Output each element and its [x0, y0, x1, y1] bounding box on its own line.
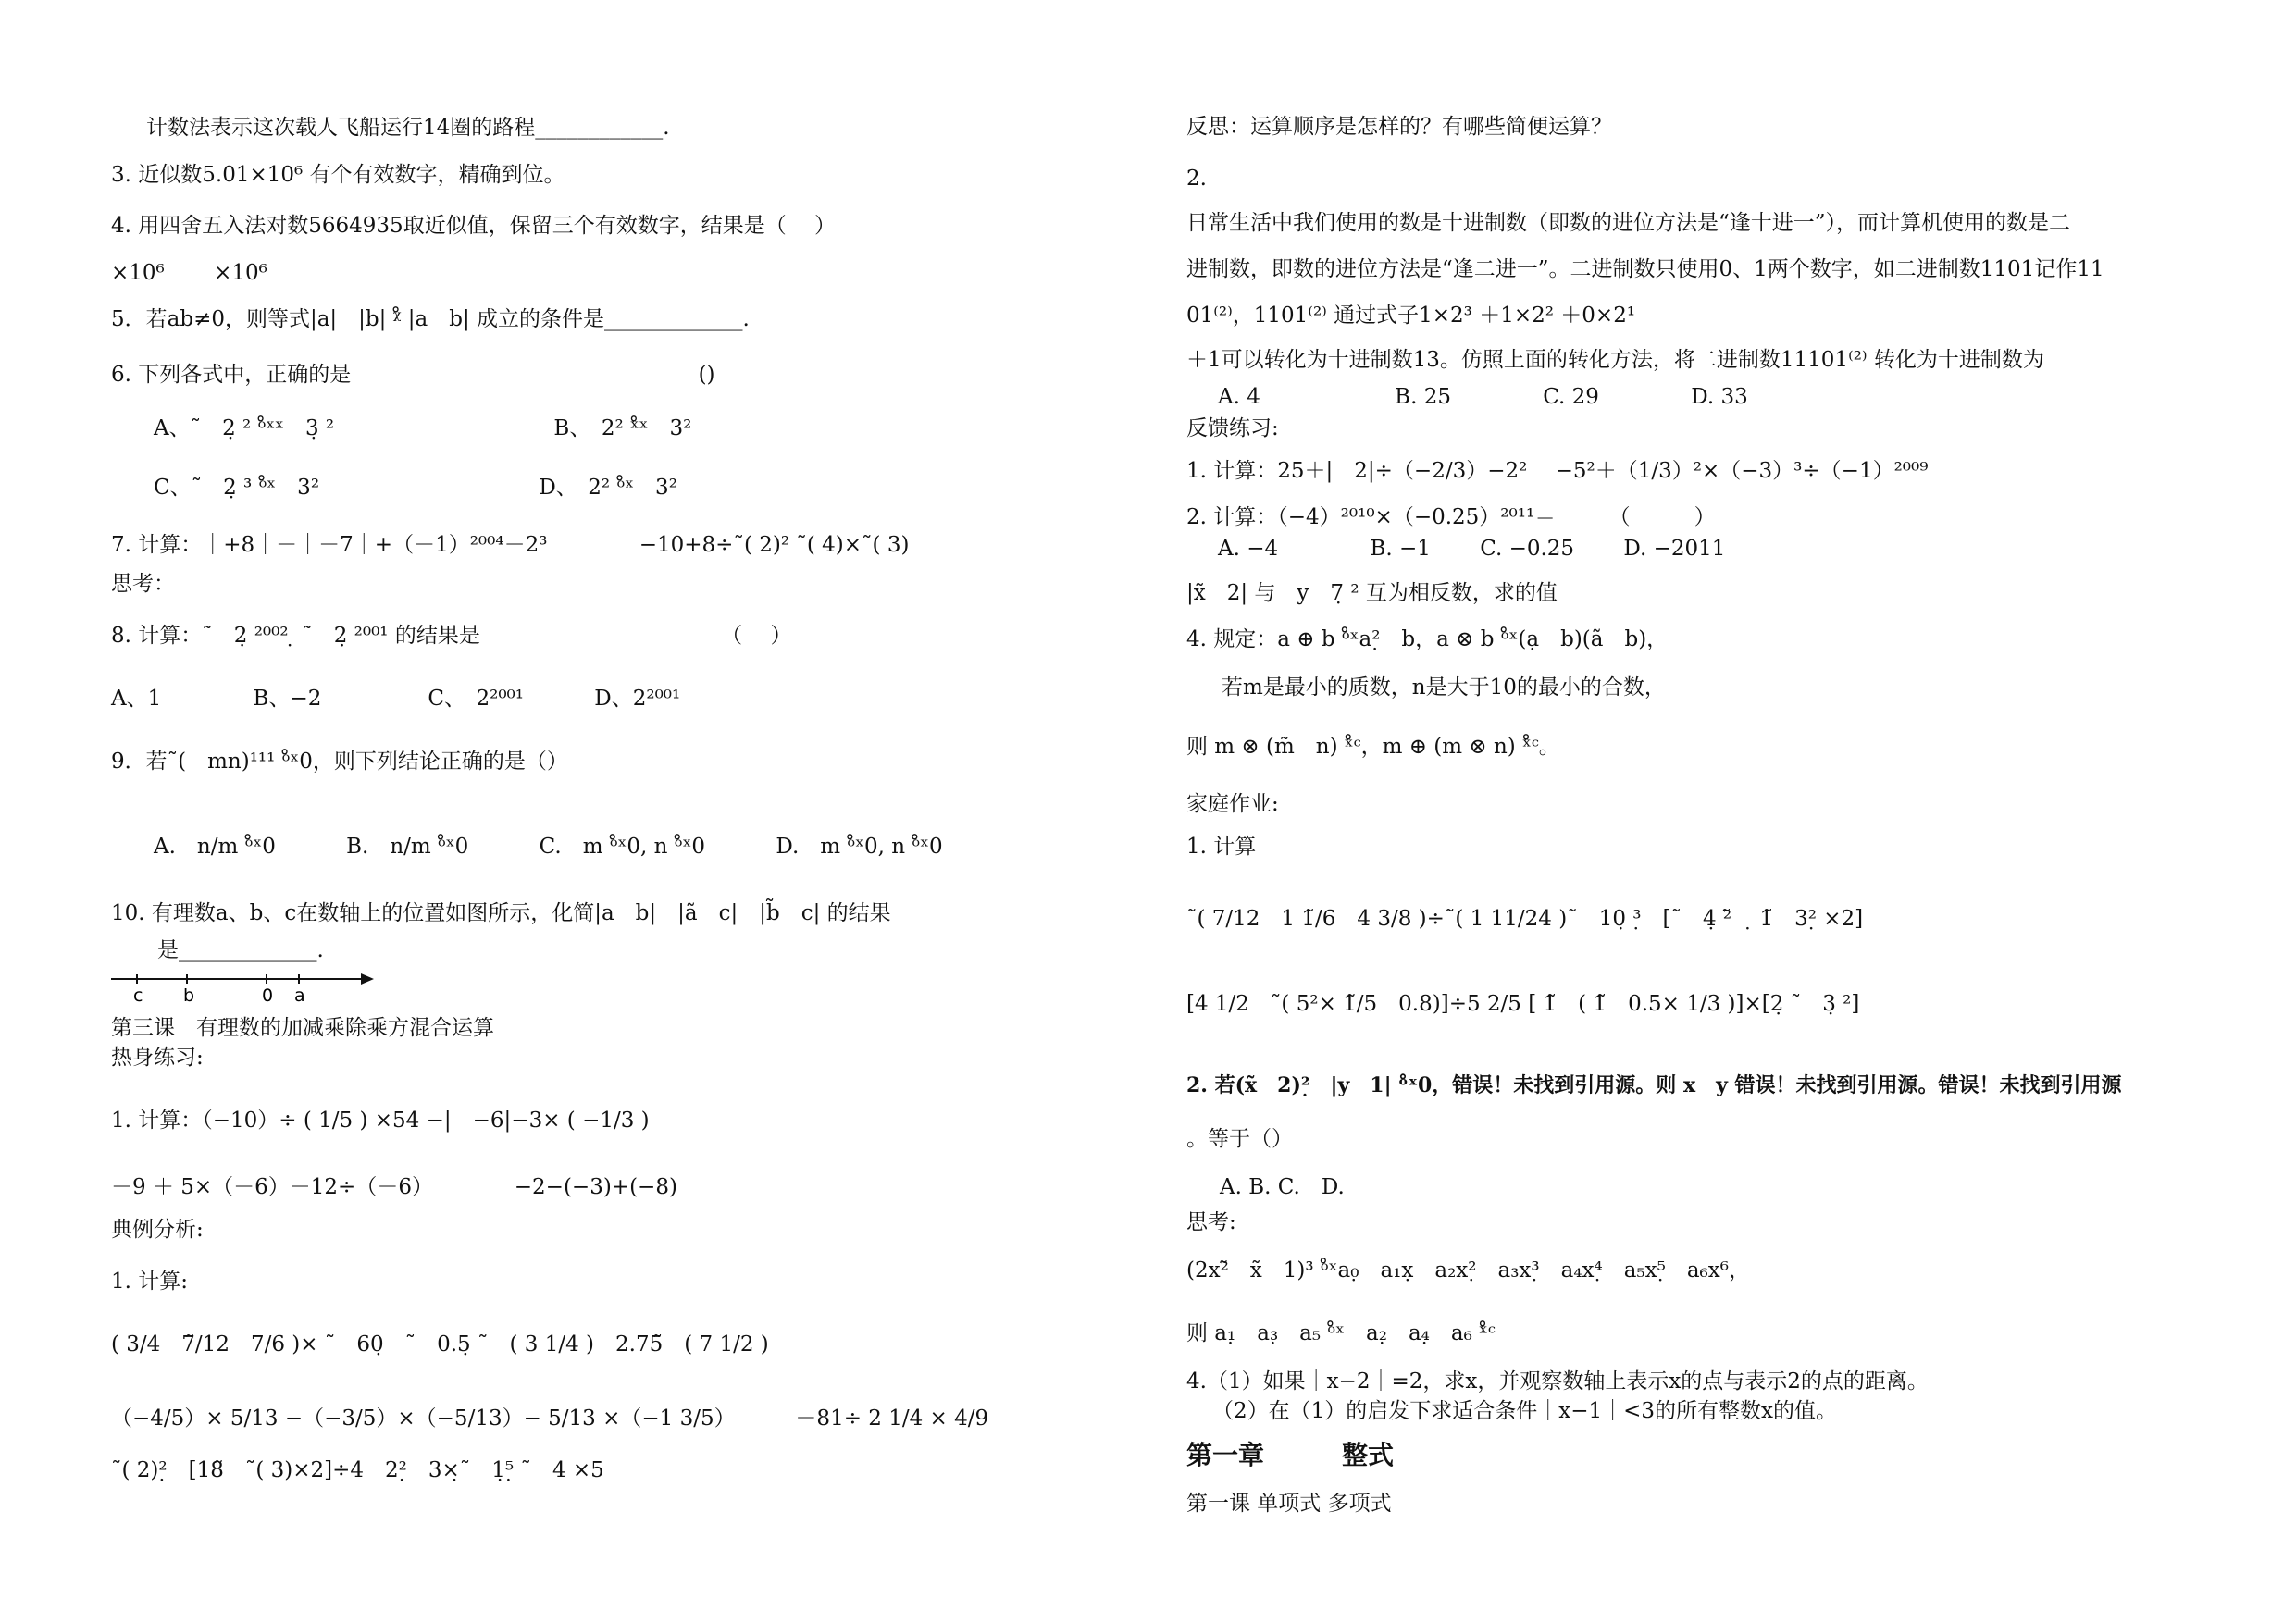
text-line: A. n/m ᵒ̊ˣ0 B. n/m ᵒ̊ˣ0 C. m ᵒ̊ˣ0, n ᵒ̊ˣ0 D. m ᵒ̊ˣ0, n ᵒ̊ˣ0 [154, 835, 943, 859]
text-line: 6. 下列各式中，正确的是 () [111, 363, 715, 387]
text-line: －9 ＋ 5×（－6）－12÷（－6） −2−(−3)+(−8) [111, 1175, 677, 1199]
text-line: 2. 计算：（−4）²⁰¹⁰×（−0.25）²⁰¹¹＝ （ ） [1186, 505, 1716, 529]
text-line: 计数法表示这次载人飞船运行14圈的路程____________. [146, 116, 670, 140]
text-line: 思考: [1186, 1210, 1236, 1234]
text-line: 7. 计算：｜+8｜－｜－7｜+（－1）²⁰⁰⁴－2³ −10+8÷˜( 2)² ˜( 4)×˜( 3) [111, 533, 910, 557]
number-line-label-b: b [183, 985, 195, 1003]
text-line: 1. 计算：（−10）÷ ( 1/5 ) ×54 −| −6|−3× ( −1/3 ) [111, 1109, 650, 1133]
section-heading: 典例分析: [111, 1218, 204, 1242]
text-line: 2. [1186, 167, 1207, 191]
text-line: 9．若˜( mn)¹¹¹ ᵒ̊ˣ0，则下列结论正确的是（） [111, 750, 568, 774]
number-line [109, 966, 378, 1003]
text-line: 日常生活中我们使用的数是十进制数（即数的进位方法是“逢十进一”），而计算机使用的数是二 [1186, 211, 2071, 235]
text-line: 反思：运算顺序是怎样的？有哪些简便运算？ [1186, 115, 1612, 139]
text-line: 则 m ⊗ (m̃ n) ˣ̊ᶜ，m ⊕ (m ⊗ n) ˣ̊ᶜ。 [1186, 735, 1560, 759]
text-line: 4. 规定：a ⊕ b ᵒ̊ˣa²̣ b，a ⊗ b ᵒ̊ˣ(ạ b)(ã b)， [1186, 627, 1669, 651]
text-line: 1. 计算：25＋| 2|÷（−2/3）−2² −5²＋（1/3）²×（−3）³÷（−1）²⁰⁰⁹ [1186, 459, 1929, 483]
number-line-label-c: c [133, 985, 143, 1003]
text-line: 1. 计算 [1186, 835, 1257, 859]
text-line: A. −4 B. −1 C. −0.25 D. −2011 [1218, 537, 1726, 561]
text-line: ×10⁶ ×10⁶ [111, 261, 267, 285]
text-line: C、˜ 2̣ ³ ᵒ̊ˣ 3² D、 2² ᵒ̊ˣ 3² [154, 476, 677, 500]
text-line: A. B. C. D. [1220, 1175, 1345, 1199]
text-line: |x̃ 2| 与 y 7̣ ² 互为相反数，求的值 [1186, 581, 1558, 605]
lesson-title: 第三课 有理数的加减乘除乘方混合运算 [111, 1016, 494, 1040]
text-line: ˜( 7/12 1 1̃/6 4 3/8 )÷˜( 1 11/24 )˜ 10̣ ³̣ [˜ 4̣ ²̃ ̣ 1̃ 3²̣ ×2] [1186, 907, 1864, 931]
text-line: ＋1可以转化为十进制数13。仿照上面的转化方法，将二进制数11101⁽²⁾ 转化为十进制数为 [1186, 348, 2044, 372]
text-line: A、˜ 2̣ ² ᵒ̊ˣˣ 3̣ ² B、 2² ˣ̊ˣ 3² [154, 416, 692, 440]
text-line: 是_____________. [157, 938, 324, 962]
section-heading: 热身练习: [111, 1046, 204, 1070]
text-line: A. 4 B. 25 C. 29 D. 33 [1218, 385, 1748, 409]
text-line: 1. 计算: [111, 1270, 189, 1294]
text-line: 若m是最小的质数，n是大于10的最小的合数， [1222, 675, 1666, 700]
section-heading: 家庭作业: [1186, 792, 1279, 816]
text-line: ˜( 2)²̣ [18̃ ˜( 3)×2]÷4 2²̣ 3×̣˜ 1̣⁵̣ ˜ 4 ×5 [111, 1458, 604, 1482]
text-line: 01⁽²⁾，1101⁽²⁾ 通过式子1×2³ ＋1×2² ＋0×2¹ [1186, 304, 1636, 328]
text-line: A、1 B、−2 C、 2²⁰⁰¹ D、2²⁰⁰¹ [111, 687, 681, 711]
text-line: 4. 用四舍五入法对数5664935取近似值，保留三个有效数字，结果是（ ） [111, 214, 836, 238]
text-line: 2. 若(x̃ 2)²̣ |y 1| ᵒ̊ˣ0，错误！未找到引用源。则 x y 错误！未找到引用源。错误！未找到引用源 [1186, 1073, 2122, 1097]
number-line-label-0: 0 [262, 985, 274, 1003]
text-line: [4 1/2 ˜( 5²× 1̃/5 0.8)]÷5 2/5 [ 1̃ ( 1̃ 0.5× 1/3 )]×[2̣ ˜ 3̣ ²] [1186, 992, 1860, 1016]
lesson-title: 第一课 单项式 多项式 [1186, 1492, 1392, 1516]
text-line: 10. 有理数a、b、c在数轴上的位置如图所示，化简|a b| |ã c| |b̃ c| 的结果 [111, 901, 891, 925]
text-line: 5．若ab≠0，则等式|a| |b| ᵡ̊ |a b| 成立的条件是_____________. [111, 307, 750, 331]
number-line-label-a: a [294, 985, 305, 1003]
text-line: 8. 计算：˜ 2̣ ²⁰⁰² ̣ ˜ 2̣ ²⁰⁰¹ 的结果是 （ ） [111, 624, 792, 648]
chapter-heading: 第一章 整式 [1186, 1440, 1395, 1470]
text-line: 思考： [111, 572, 175, 596]
text-line: 反馈练习: [1186, 416, 1279, 440]
text-line: （−4/5）× 5/13 −（−3/5）×（−5/13）− 5/13 ×（−1 3/5） －81÷ 2 1/4 × 4/9 [111, 1406, 989, 1431]
text-line: ( 3/4 7̃/12 7/6 )× ˜ 60̣ ˜ 0.5̣ ˜ ( 3 1/4 ) 2.75̃ ( 7 1/2 ) [111, 1332, 769, 1357]
text-line: 3. 近似数5.01×10⁶ 有个有效数字，精确到位。 [111, 163, 565, 187]
text-line: 则 a₁̣ a₃̣ a₅ ᵒ̊ˣ a₂̣ a₄̣ a₆ ˣ̊ᶜ [1186, 1321, 1496, 1345]
text-line: 4.（1）如果｜x−2｜=2，求x，并观察数轴上表示x的点与表示2的点的距离。 [1186, 1369, 1929, 1394]
text-line: (2x²̃ x̃ 1)³ ᵒ̊ˣa₀̣ a₁x̣ a₂x²̣ a₃x³̣ a₄x⁴̣ a₅x⁵̣ a₆x⁶， [1186, 1258, 1750, 1282]
text-line: （2）在（1）的启发下求适合条件｜x−1｜<3的所有整数x的值。 [1212, 1399, 1838, 1423]
text-line: 。等于（） [1186, 1127, 1293, 1151]
text-line: 进制数，即数的进位方法是“逢二进一”。二进制数只使用0、1两个数字，如二进制数1101记作11 [1186, 257, 2104, 281]
